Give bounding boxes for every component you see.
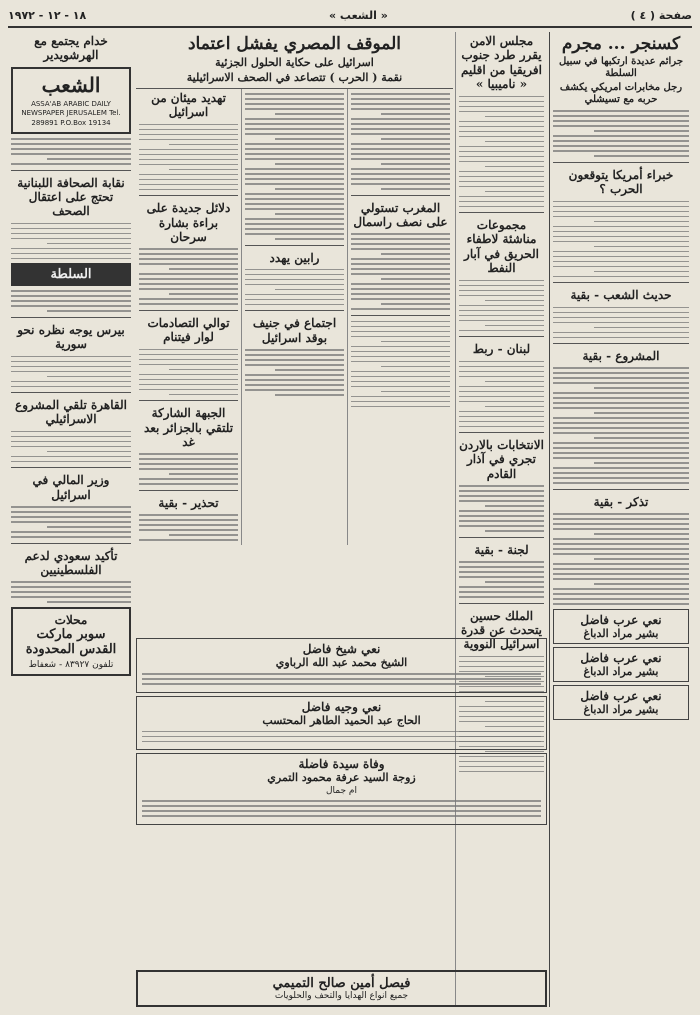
obituary-name: بشير مراد الدباغ	[583, 702, 659, 716]
headline-morocco: المغرب تستولي على نصف راسمال	[353, 200, 448, 229]
obituary-title: نعي عرب فاضل	[580, 612, 662, 627]
main-subhead-2: نقمة ( الحرب ) تتصاعد في الصحف الاسرائيلية	[186, 71, 403, 84]
article-text	[553, 307, 689, 339]
column-2	[455, 32, 547, 1007]
headline-peres: بيرس يوجه نظره نحو سورية	[17, 322, 125, 352]
headline-khaddam: خدام يجتمع مع الهرشويدير	[34, 34, 108, 63]
headline-jordan-elections: الانتخابات بالاردن تجري في آذار القادم	[459, 438, 544, 481]
article-text	[459, 361, 544, 428]
ad-phone: تلفون ٨٣٩٢٧ - شعفاط	[28, 659, 114, 670]
obituary-name: زوجة السيد عرفة محمود التمري	[267, 771, 416, 784]
issue-date: ١٨ - ١٢ - ١٩٧٢	[8, 8, 87, 22]
headline-kissinger: كسنجر ... مجرم	[561, 34, 681, 54]
obituary-name: بشير مراد الدباغ	[583, 626, 659, 640]
main-subcol-1	[347, 89, 453, 545]
headline-saudi: تأكيد سعودي لدعم الفلسطينيين	[24, 548, 118, 577]
headline-press-union: نقابة الصحافة اللبنانية تحتج على اعتقال الصحف	[17, 175, 125, 219]
masthead-box	[11, 67, 131, 134]
headline-lebanon: لبنان - ربط	[472, 342, 531, 357]
obituary-2	[553, 647, 689, 682]
obituary-sub: ام جمال	[326, 786, 357, 796]
headline-committee: لجنة - بقية	[474, 542, 529, 557]
article-text	[553, 367, 689, 484]
paper-name: « الشعب »	[328, 8, 388, 22]
obituaries	[136, 635, 547, 828]
main-subcol-3	[136, 89, 241, 545]
headline-cairo: القاهرة تلقي المشروع الاسرائيلي	[15, 398, 127, 427]
column-1	[549, 32, 692, 1007]
headline-remind: تذكر - بقية	[593, 494, 649, 509]
main-subhead: اسرائيل على حكاية الحلول الجزئية	[215, 56, 374, 69]
page-header	[8, 4, 692, 28]
supermarket-ad	[11, 607, 131, 676]
obituary-3	[553, 685, 689, 720]
headline-sirhan: دلائل جديدة على براءة بشارة سرحان	[146, 201, 231, 245]
headline-king-hussein: الملك حسين يتحدث عن قدرة اسرائيل النووية	[460, 608, 543, 652]
headline-rabin: رابين يهدد	[269, 250, 320, 265]
obituary-title: نعي عرب فاضل	[580, 688, 662, 703]
headline-oil-fire: مجموعات مناشئة لاطفاء الحريق في آبار النفط	[464, 218, 539, 276]
obituary-title: نعي وجيه فاضل	[301, 699, 382, 714]
headline-warning: تحذير - بقية	[158, 495, 219, 510]
article-text	[459, 280, 544, 332]
headline-finance-minister: وزير المالي في اسرائيل	[32, 473, 110, 502]
article-text	[459, 561, 544, 598]
headline-front: الجبهة الشاركة تلتقي بالجزائر بعد غد	[143, 406, 234, 450]
obituary-notable	[136, 696, 547, 751]
article-text	[553, 201, 689, 278]
ad-line-2: سوبر ماركت القدس المحدودة	[25, 626, 117, 657]
main-story-header	[136, 32, 453, 89]
article-text	[459, 485, 544, 532]
article-text	[553, 110, 689, 157]
headline-hadith: حديث الشعب - بقية	[570, 288, 672, 303]
bottom-ad-name: فيصل أمين صالح التميمي	[272, 976, 411, 991]
headline-project: المشروع - بقية	[582, 349, 660, 364]
obituary-1	[553, 609, 689, 644]
column-5	[8, 32, 134, 1007]
obituary-name: بشير مراد الدباغ	[583, 664, 659, 678]
main-story	[136, 32, 453, 545]
section-banner: السلطة	[11, 263, 131, 286]
masthead-logo: الشعب	[41, 72, 101, 97]
main-subcol-2	[241, 89, 347, 545]
article-text	[459, 96, 544, 208]
bottom-advertisement	[136, 970, 547, 1007]
bottom-ad-sub: جميع انواع الهدايا والتحف والحلويات	[274, 991, 409, 1001]
headline-threat: تهديد ميئان من اسرائيل	[151, 91, 226, 120]
masthead-english: ASSA'AB ARABIC DAILY NEWSPAPER JERUSALEM Tel. 289891 P.O.Box 19134	[21, 99, 121, 127]
obituary-title: نعي عرب فاضل	[580, 650, 662, 665]
obituary-name: الحاج عبد الحميد الطاهر المحتسب	[262, 713, 421, 727]
headline-geneva: اجتماع في جنيف بوقد اسرائيل	[252, 316, 337, 345]
ad-line-1: محلات	[54, 612, 88, 627]
headline-experts: خبراء أمريكا يتوقعون الحرب ؟	[568, 167, 674, 197]
obituary-title: نعي شيخ فاضل	[302, 642, 381, 656]
obituary-lady	[136, 753, 547, 825]
main-headline: الموقف المصري يفشل اعتماد	[187, 34, 402, 54]
obituary-sheikh	[136, 638, 547, 693]
page-number: صفحة ( ٤ )	[630, 8, 692, 22]
subhead-kissinger-b: رجل مخابرات امريكي يكشف حربه مع تسيشلي	[559, 82, 683, 106]
article-text	[553, 513, 689, 605]
obituary-name: الشيخ محمد عبد الله الرباوي	[275, 656, 408, 669]
subhead-kissinger: جرائم عديدة ارتكبها في سبيل السلطة	[558, 56, 684, 80]
headline-security-council: مجلس الامن يقرر طرد جنوب افريقيا من اقليم « ناميبيا »	[461, 34, 542, 92]
headline-vietnam: توالي التصادمات لوار فيتنام	[147, 315, 230, 345]
obituary-title: وفاة سيدة فاضلة	[298, 757, 385, 771]
